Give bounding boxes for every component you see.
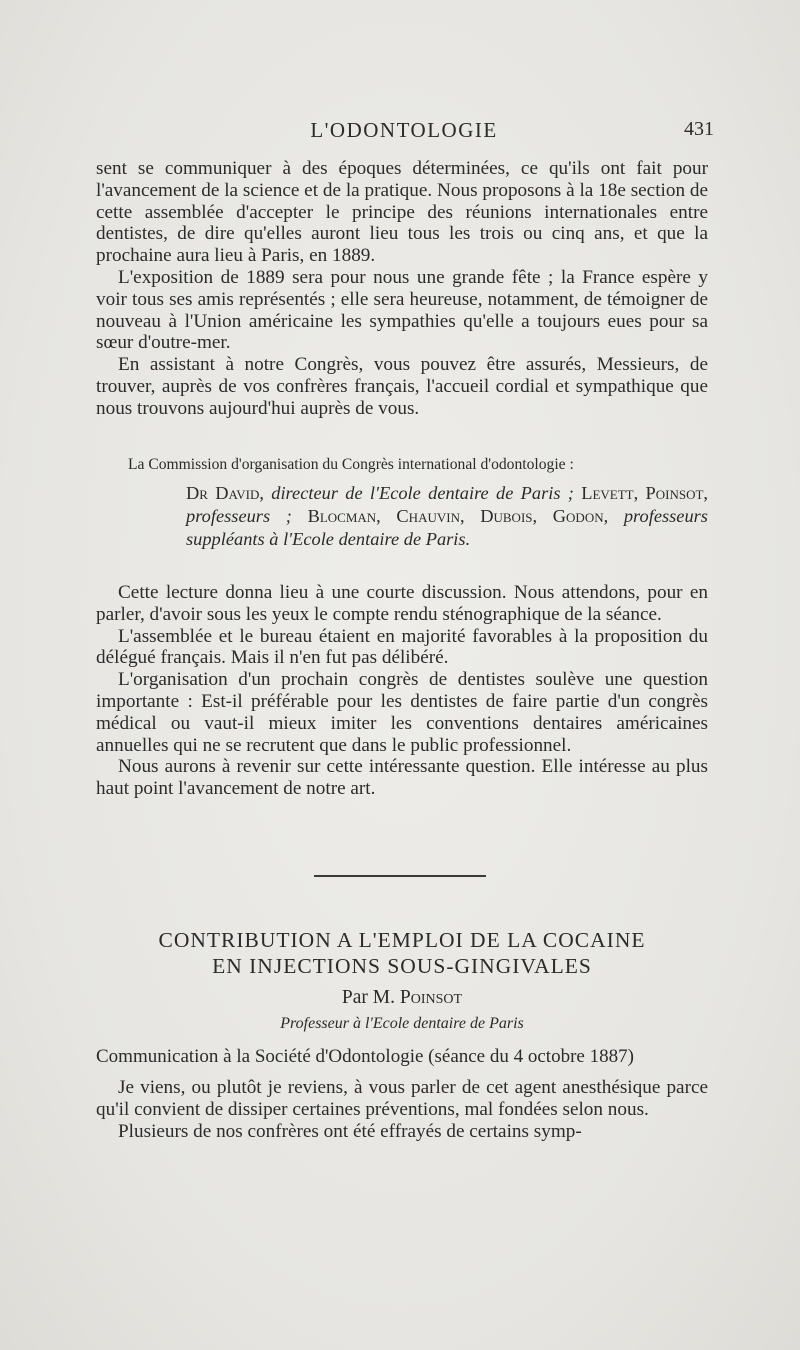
paragraph: L'organisation d'un prochain congrès de dentistes soulève une question importante : Est-il préférable pour les dentistes de faire partie d'un congrès médical ou vaut-il mieux imiter les conventions dentaires américaines annuelles qui ne se recrutent que dans le public professionnel. <box>96 669 708 756</box>
running-title: L'ODONTOLOGIE <box>310 118 498 142</box>
page-number: 431 <box>684 118 714 140</box>
commission-line: La Commission d'organisation du Congrès international d'odontologie : <box>128 456 574 473</box>
paragraph: L'exposition de 1889 sera pour nous une grande fête ; la France espère y voir tous ses amis représentés ; elle sera heureuse, notamment, de témoigner de nouveau à l'Union américaine les sympathies qu'elle a toujours eues pour sa sœur d'outre-mer. <box>96 266 708 354</box>
article-body <box>96 1077 708 1142</box>
paragraph: L'assemblée et le bureau étaient en majorité favorables à la proposition du délégué français. Mais il n'en fut pas délibéré. <box>96 625 708 669</box>
paragraph: En assistant à notre Congrès, vous pouvez être assurés, Messieurs, de trouver, auprès de vos confrères français, l'accueil cordial et sympathique que nous trouvons aujourd'hui auprès de vous. <box>96 354 708 419</box>
byline <box>96 987 708 1009</box>
communication-note: Communication à la Société d'Odontologie (séance du 4 octobre 1887) <box>96 1046 634 1067</box>
paragraph: Nous aurons à revenir sur cette intéressante question. Elle intéresse au plus haut point l'avancement de notre art. <box>96 756 708 800</box>
signatory-substitutes: Blocman, Chauvin, Dubois, Godon, <box>291 506 609 526</box>
paragraph: Cette lecture donna lieu à une courte discussion. Nous attendons, pour en parler, d'avoir sous les yeux le compte rendu sténographique de la séance. <box>96 582 708 625</box>
paragraph: sent se communiquer à des époques déterminées, ce qu'ils ont fait pour l'avancement de la science et de la pratique. Nous proposons à la 18e section de cette assemblée d'accepter le principe des réunions internationales entre dentistes, de dire qu'elles auront lieu tous les trois ou cinq ans, et que la prochaine aura lieu à Paris, en 1889. <box>96 158 708 267</box>
paragraph: Plusieurs de nos confrères ont été effrayés de certains symp- <box>118 1120 582 1142</box>
paragraph: Je viens, ou plutôt je reviens, à vous parler de cet agent anesthésique parce qu'il convient de dissiper certaines préventions, mal fondées selon nous. <box>96 1077 708 1120</box>
signatory-professors-title: professeurs ; <box>186 506 292 526</box>
byline-prefix: Par M. <box>341 987 400 1008</box>
signatory-substitutes-title: professeurs suppléants à l'Ecole dentaire de Paris. <box>186 506 708 549</box>
signatory-david-title: directeur de l'Ecole dentaire de Paris ; <box>263 483 574 503</box>
article-title-line: CONTRIBUTION A L'EMPLOI DE LA COCAINE <box>158 928 646 952</box>
article-title <box>96 927 708 979</box>
author-affiliation: Professeur à l'Ecole dentaire de Paris <box>280 1015 524 1032</box>
letter-continuation <box>96 158 708 420</box>
author-name: Poinsot <box>399 987 463 1008</box>
section-divider <box>314 875 486 877</box>
discussion-text <box>96 582 708 800</box>
page-header <box>94 118 714 148</box>
signatory-professors: Levett, Poinsot, <box>573 483 708 503</box>
signatories <box>186 482 708 551</box>
signatory-david: Dr David, <box>186 483 264 503</box>
article-title-line: EN INJECTIONS SOUS-GINGIVALES <box>212 954 592 978</box>
